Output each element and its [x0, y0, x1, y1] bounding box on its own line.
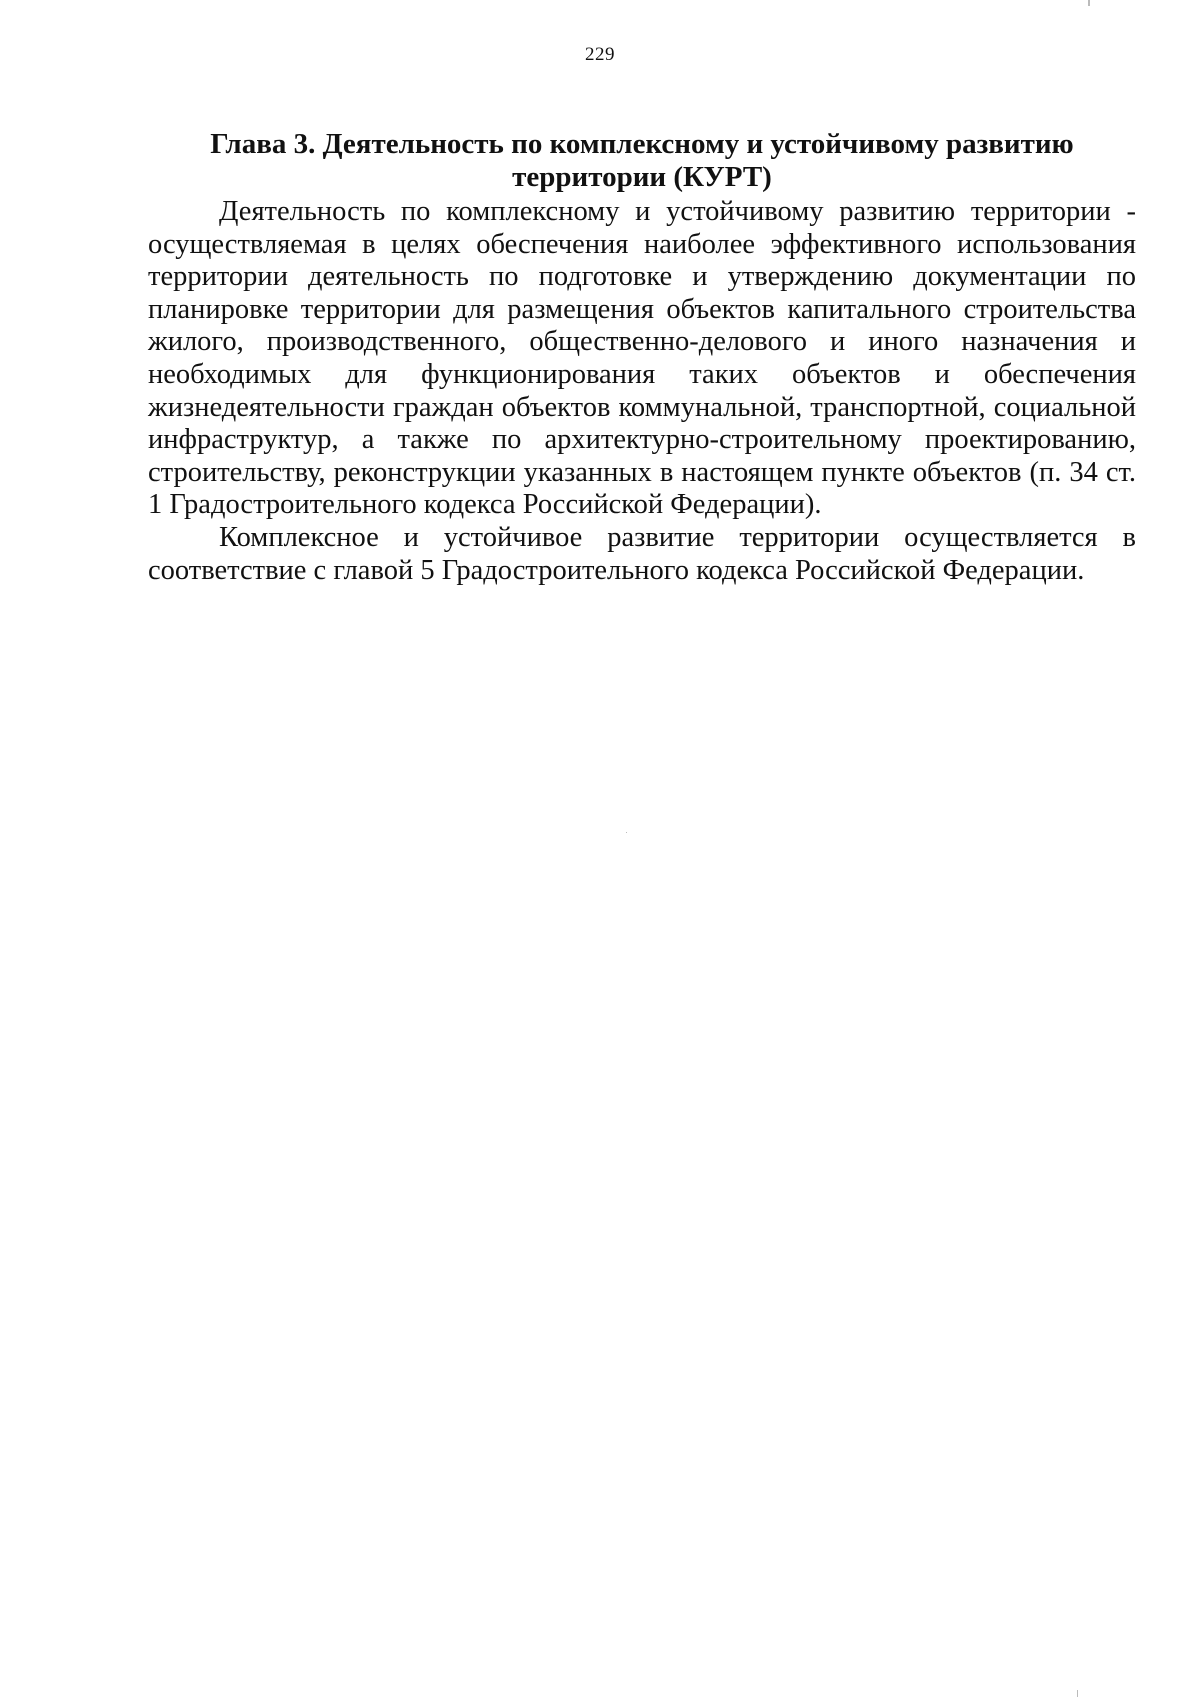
scan-artifact — [1077, 1690, 1078, 1697]
chapter-title: Глава 3. Деятельность по комплексному и устойчивому развитию территории (КУРТ) — [210, 128, 1074, 193]
paragraph-implementation: Комплексное и устойчивое развитие территории осуществляется в соответствие с главой 5 Градостроительного кодекса Российской Федерации. — [148, 521, 1136, 586]
scan-artifact — [626, 832, 627, 833]
scan-artifact — [1088, 0, 1090, 6]
document-body — [148, 128, 1136, 587]
paragraph-definition: Деятельность по комплексному и устойчивому развитию территории - осуществляемая в целях обеспечения наиболее эффективного использования территории деятельность по подготовке и утверждению документации по планировке территории для размещения объектов капитального строительства жилого, производственного, общественно-делового и иного назначения и необходимых для функционирования таких объектов и обеспечения жизнедеятельности граждан объектов коммунальной, транспортной, социальной инфраструктур, а также по архитектурно-строительному проектированию, строительству, реконструкции указанных в настоящем пункте объектов (п. 34 ст. 1 Градостроительного кодекса Российской Федерации). — [148, 196, 1136, 521]
page-number: 229 — [585, 44, 615, 65]
